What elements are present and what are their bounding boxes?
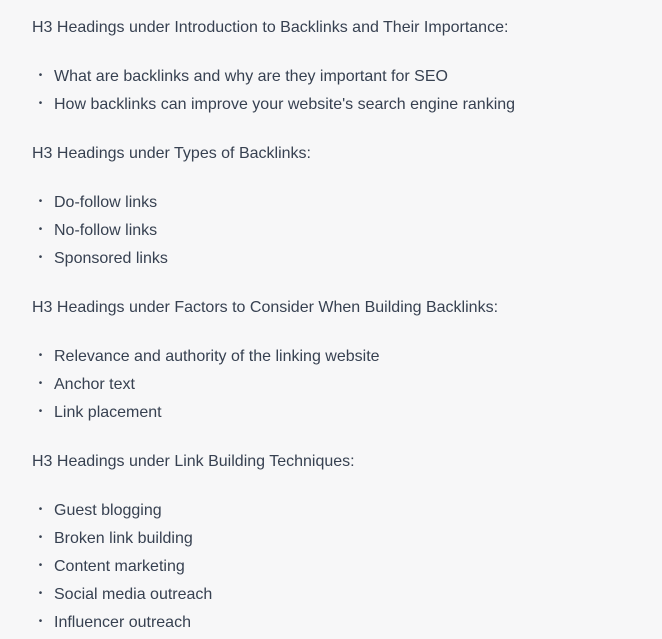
list-item (32, 525, 662, 553)
section-factors (32, 295, 662, 427)
list-item-text: Broken link building (54, 530, 193, 547)
bullet-list (32, 497, 662, 637)
bullet-list (32, 343, 662, 427)
bullet-list (32, 63, 662, 119)
list-item-text: What are backlinks and why are they important for SEO (54, 68, 448, 85)
list-item (32, 63, 662, 91)
list-item-text: Guest blogging (54, 502, 162, 519)
bullet-icon: • (38, 406, 43, 417)
section-techniques (32, 449, 662, 637)
list-item-text: Sponsored links (54, 250, 168, 267)
list-item-text: Influencer outreach (54, 614, 191, 631)
list-item-text: Social media outreach (54, 586, 213, 603)
bullet-icon: • (38, 588, 43, 599)
list-item-text: Link placement (54, 404, 162, 421)
section-heading: H3 Headings under Factors to Consider When Building Backlinks: (32, 299, 499, 316)
bullet-icon: • (38, 224, 43, 235)
bullet-icon: • (38, 504, 43, 515)
list-item (32, 581, 662, 609)
list-item-text: Content marketing (54, 558, 185, 575)
list-item (32, 189, 662, 217)
list-item (32, 371, 662, 399)
list-item-text: How backlinks can improve your website's search engine ranking (54, 96, 516, 113)
list-item-text: Relevance and authority of the linking website (54, 348, 380, 365)
bullet-icon: • (38, 98, 43, 109)
bullet-icon: • (38, 252, 43, 263)
bullet-icon: • (38, 532, 43, 543)
section-heading: H3 Headings under Link Building Techniques: (32, 453, 355, 470)
bullet-icon: • (38, 350, 43, 361)
list-item (32, 91, 662, 119)
bullet-icon: • (38, 70, 43, 81)
list-item (32, 609, 662, 637)
bullet-icon: • (38, 560, 43, 571)
list-item-text: No-follow links (54, 222, 158, 239)
section-heading: H3 Headings under Introduction to Backlinks and Their Importance: (32, 19, 509, 36)
section-types (32, 141, 662, 273)
section-intro (32, 15, 662, 119)
list-item (32, 343, 662, 371)
list-item (32, 553, 662, 581)
list-item (32, 217, 662, 245)
bullet-list (32, 189, 662, 273)
bullet-icon: • (38, 378, 43, 389)
bullet-icon: • (38, 196, 43, 207)
list-item-text: Anchor text (54, 376, 135, 393)
section-heading: H3 Headings under Types of Backlinks: (32, 145, 311, 162)
list-item (32, 399, 662, 427)
list-item (32, 245, 662, 273)
list-item (32, 497, 662, 525)
list-item-text: Do-follow links (54, 194, 158, 211)
bullet-icon: • (38, 616, 43, 627)
